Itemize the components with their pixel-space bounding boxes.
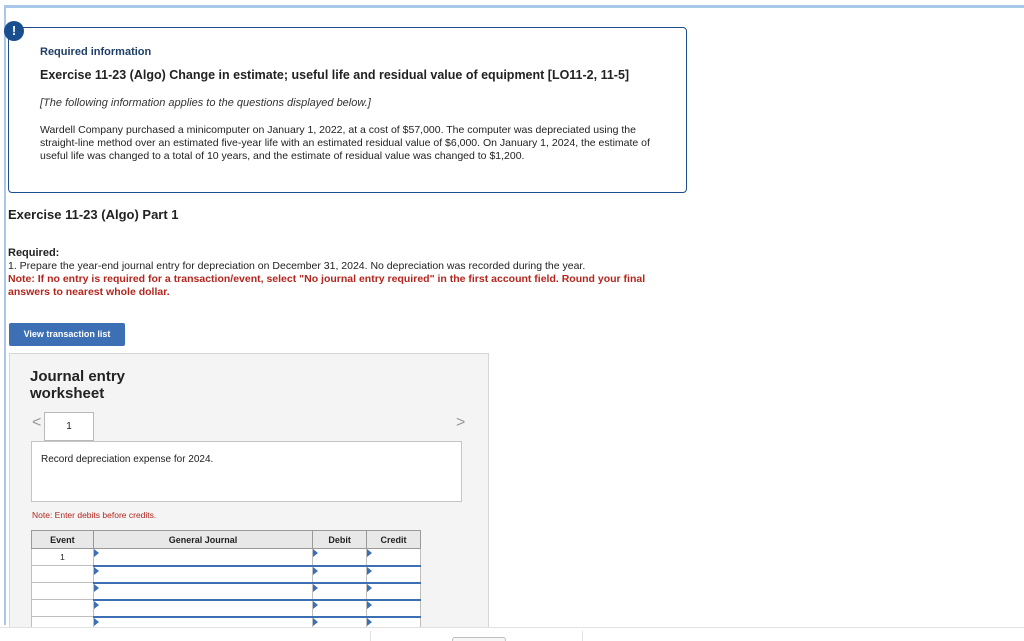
journal-entry-table [31,530,421,635]
required-information-box [8,27,687,193]
dropdown-marker-icon [94,618,99,626]
exercise-body-text: Wardell Company purchased a minicomputer on January 1, 2022, at a cost of $57,000. The computer was depreciated using the straight-line method over an estimated five-year life with an estimated residual value of $6,000. On January 1, 2024, the estimate of useful life was changed to a total of 10 years, and the estimate of residual value was changed to $1,200. [40,124,650,162]
table-header-row [32,531,421,549]
bottom-toolbar [0,627,1024,641]
transaction-description: Record depreciation expense for 2024. [41,454,214,465]
account-select[interactable] [93,583,312,600]
scroll-handle[interactable] [452,637,506,641]
view-transaction-list-button[interactable]: View transaction list [9,323,125,346]
exercise-title: Exercise 11-23 (Algo) Change in estimate; useful life and residual value of equipment [LO11-2, 11-5] [40,68,630,82]
worksheet-page-tab[interactable]: 1 [44,412,94,441]
debit-column-header: Debit [313,531,367,549]
event-cell [32,600,94,617]
debit-credit-note: Note: Enter debits before credits. [32,510,157,520]
dropdown-marker-icon [94,567,99,575]
table-row [32,566,421,583]
alert-icon: ! [4,21,24,41]
input-marker-icon [367,567,372,575]
journal-entry-worksheet-panel [9,353,489,628]
input-marker-icon [313,601,318,609]
account-select[interactable] [93,566,312,583]
left-border-rule [4,5,6,625]
toolbar-divider [370,631,371,641]
credit-column-header: Credit [367,531,421,549]
applies-note: [The following information applies to the questions displayed below.] [40,97,371,109]
event-column-header: Event [32,531,94,549]
credit-input[interactable] [367,600,421,617]
account-select[interactable] [93,549,312,566]
input-marker-icon [367,618,372,626]
table-row [32,583,421,600]
credit-input[interactable] [367,549,421,566]
chevron-left-icon[interactable]: < [32,414,42,431]
dropdown-marker-icon [94,601,99,609]
part-title: Exercise 11-23 (Algo) Part 1 [8,207,179,222]
debit-input[interactable] [313,600,367,617]
toolbar-divider [582,631,583,641]
input-marker-icon [313,567,318,575]
event-cell [32,566,94,583]
general-journal-column-header: General Journal [93,531,312,549]
required-information-label: Required information [40,46,152,58]
chevron-right-icon[interactable]: > [456,414,466,431]
account-select[interactable] [93,600,312,617]
dropdown-marker-icon [94,549,99,557]
debit-input[interactable] [313,549,367,566]
table-row [32,549,421,566]
transaction-description-box [31,441,462,502]
top-border-rule [4,5,1024,8]
input-marker-icon [367,584,372,592]
credit-input[interactable] [367,566,421,583]
required-label: Required: [8,247,60,259]
event-cell [32,583,94,600]
required-note: Note: If no entry is required for a transaction/event, select "No journal entry required" in the first account field. Round your final answers to nearest whole dollar. [8,273,646,298]
input-marker-icon [367,601,372,609]
input-marker-icon [313,618,318,626]
event-cell: 1 [32,549,94,566]
input-marker-icon [313,549,318,557]
debit-input[interactable] [313,583,367,600]
dropdown-marker-icon [94,584,99,592]
required-instruction: 1. Prepare the year-end journal entry for depreciation on December 31, 2024. No depreciation was recorded during the year. [8,260,586,272]
credit-input[interactable] [367,583,421,600]
input-marker-icon [313,584,318,592]
worksheet-title: Journal entry worksheet [30,368,126,402]
table-row [32,600,421,617]
input-marker-icon [367,549,372,557]
debit-input[interactable] [313,566,367,583]
